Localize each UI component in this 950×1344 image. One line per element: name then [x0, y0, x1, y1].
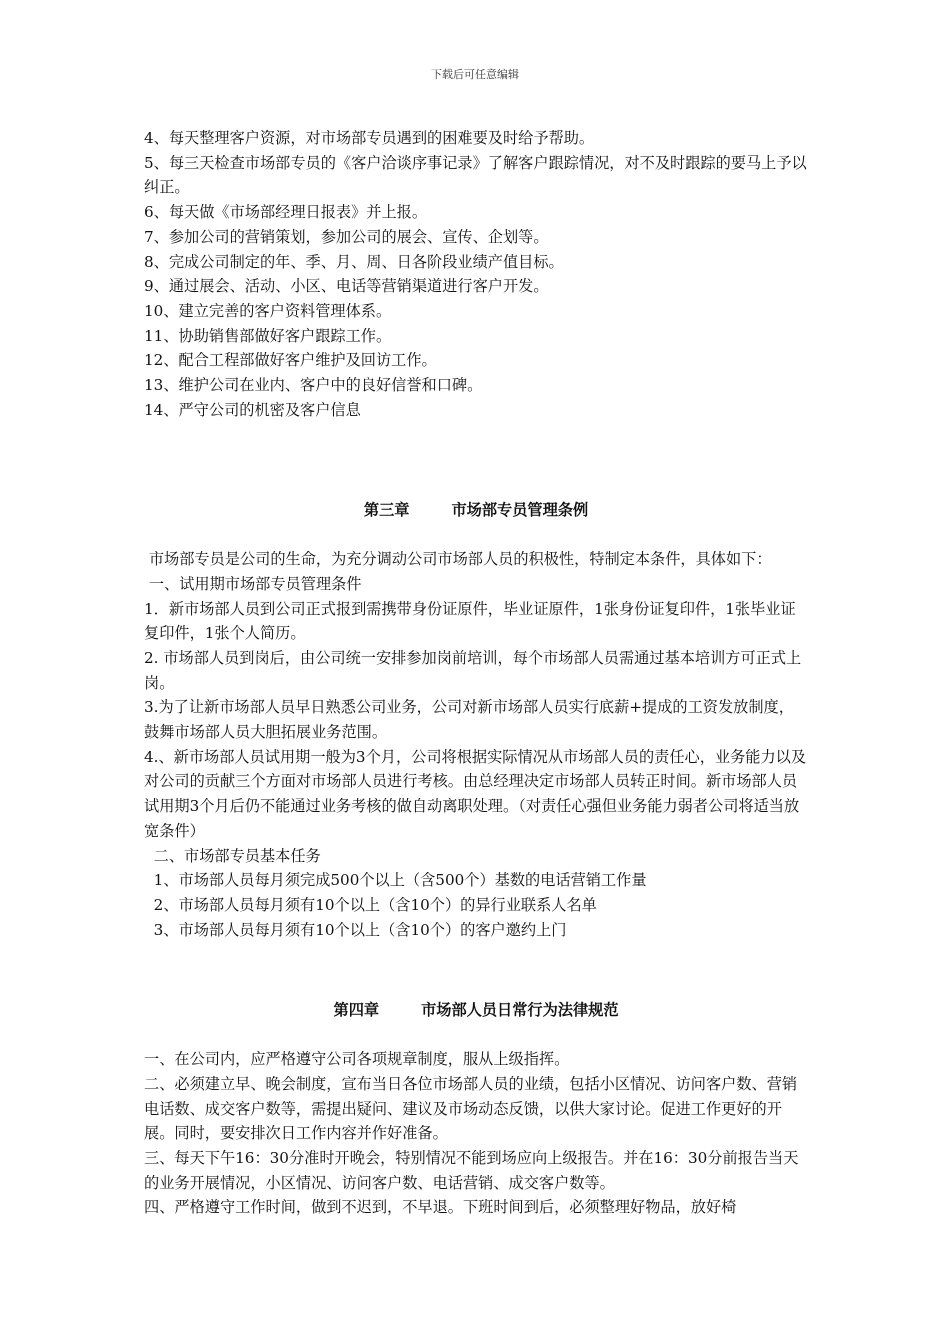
list-item: 12、配合工程部做好客户维护及回访工作。 — [144, 351, 437, 370]
paragraph: 3.为了让新市场部人员早日熟悉公司业务，公司对新市场部人员实行底薪+提成的工资发放制度，鼓舞市场部人员大胆拓展业务范围。 — [144, 698, 794, 742]
chapter-3-title: 市场部专员管理条例 — [451, 501, 589, 520]
paragraph: 三、每天下午16：30分准时开晚会，特别情况不能到场应向上级报告。并在16：30分前报告当天的业务开展情况，小区情况、访问客户数、电话营销、成交客户数等。 — [144, 1148, 799, 1192]
page-header: 下载后可任意编辑 — [431, 68, 519, 81]
list-item: 14、严守公司的机密及客户信息 — [144, 400, 361, 419]
chapter-4-number: 第四章 — [333, 1001, 380, 1020]
paragraph: 1、市场部人员每月须完成500个以上（含500个）基数的电话营销工作量 — [144, 871, 647, 890]
paragraph: 四、严格遵守工作时间，做到不迟到，不早退。下班时间到后，必须整理好物品，放好椅 — [144, 1198, 737, 1217]
list-item: 9、通过展会、活动、小区、电话等营销渠道进行客户开发。 — [144, 277, 549, 296]
paragraph: 2. 市场部人员到岗后，由公司统一安排参加岗前培训，每个市场部人员需通过基本培训方可正式上岗。 — [144, 648, 802, 692]
paragraph: 二、市场部专员基本任务 — [144, 846, 321, 865]
chapter-3-body — [144, 547, 808, 942]
paragraph: 1．新市场部人员到公司正式报到需携带身份证原件，毕业证原件，1张身份证复印件，1张毕业证复印件，1张个人简历。 — [144, 599, 796, 643]
paragraph: 一、在公司内，应严格遵守公司各项规章制度，服从上级指挥。 — [144, 1050, 570, 1069]
duty-list — [144, 126, 808, 422]
paragraph: 4.、新市场部人员试用期一般为3个月，公司将根据实际情况从市场部人员的责任心，业务能力以及对公司的贡献三个方面对市场部人员进行考核。由总经理决定市场部人员转正时间。新市场部人员试用期3个月后仍不能通过业务考核的做自动离职处理。（对责任心强但业务能力弱者公司将适当放宽条件） — [144, 747, 807, 840]
list-item: 8、完成公司制定的年、季、月、周、日各阶段业绩产值目标。 — [144, 252, 564, 271]
chapter-4-heading — [144, 998, 808, 1023]
chapter-4-body — [144, 1047, 808, 1220]
list-item: 5、每三天检查市场部专员的《客户洽谈序事记录》了解客户跟踪情况，对不及时跟踪的要马上予以纠正。 — [144, 153, 807, 197]
list-item: 4、每天整理客户资源，对市场部专员遇到的困难要及时给予帮助。 — [144, 129, 595, 147]
chapter-4-title: 市场部人员日常行为法律规范 — [421, 1001, 619, 1020]
chapter-3-number: 第三章 — [363, 501, 410, 520]
list-item: 7、参加公司的营销策划，参加公司的展会、宣传、企划等。 — [144, 227, 549, 246]
paragraph: 3、市场部人员每月须有10个以上（含10个）的客户邀约上门 — [144, 920, 567, 939]
document-body — [144, 126, 808, 1220]
list-item: 10、建立完善的客户资料管理体系。 — [144, 301, 392, 320]
list-item: 11、协助销售部做好客户跟踪工作。 — [144, 326, 392, 345]
list-item: 13、维护公司在业内、客户中的良好信誉和口碑。 — [144, 376, 483, 395]
list-item: 6、每天做《市场部经理日报表》并上报。 — [144, 203, 428, 222]
paragraph: 2、市场部人员每月须有10个以上（含10个）的异行业联系人名单 — [144, 895, 597, 914]
paragraph: 一、试用期市场部专员管理条件 — [144, 574, 362, 593]
paragraph: 二、必须建立早、晚会制度，宣布当日各位市场部人员的业绩，包括小区情况、访问客户数、营销电话数、成交客户数等，需提出疑问、建议及市场动态反馈，以供大家讨论。促进工作更好的开展。同时，要安排次日工作内容并作好准备。 — [144, 1074, 798, 1143]
chapter-3-heading — [144, 498, 808, 523]
paragraph: 市场部专员是公司的生命，为充分调动公司市场部人员的积极性，特制定本条件，具体如下： — [144, 550, 772, 569]
